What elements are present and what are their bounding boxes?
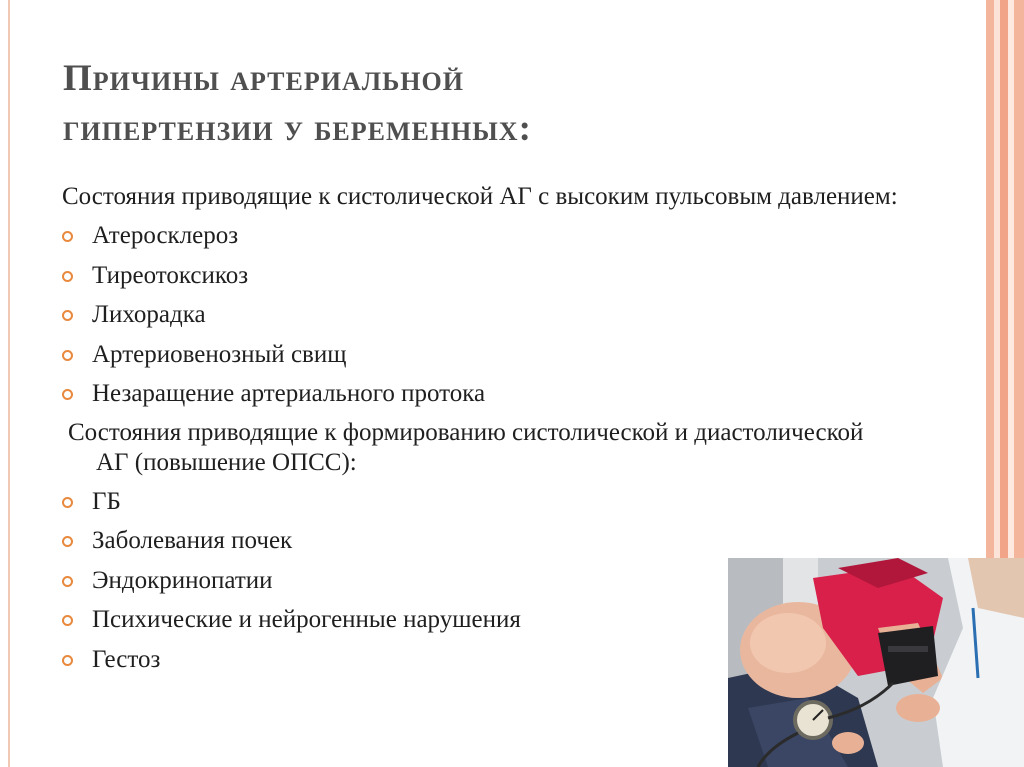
list-item: Заболевания почек: [62, 521, 902, 561]
bullet-circle-icon: [62, 231, 73, 242]
bullet-circle-icon: [62, 536, 73, 547]
bullet-circle-icon: [62, 497, 73, 508]
list-item: Незаращение артериального протока: [62, 374, 902, 414]
list-item: Атеросклероз: [62, 216, 902, 256]
list-item: Психические и нейрогенные нарушения: [62, 600, 902, 640]
bullet-circle-icon: [62, 350, 73, 361]
section1-list: [62, 216, 902, 414]
list-item: Лихорадка: [62, 295, 902, 335]
list-item: Тиреотоксикоз: [62, 256, 902, 296]
pregnant-woman-blood-pressure-photo: [728, 558, 1024, 767]
section1-intro: Состояния приводящие к систолической АГ с высоким пульсовым давлением:: [62, 183, 898, 210]
bullet-circle-icon: [62, 655, 73, 666]
list-item: Эндокринопатии: [62, 561, 902, 601]
list-item: ГБ: [62, 482, 902, 522]
section2-intro: Состояния приводящие к формированию систолической и диастолической АГ (повышение ОПСС):: [68, 418, 864, 476]
list-item: Гестоз: [62, 640, 902, 680]
title-line-2: гипертензии у беременных:: [63, 108, 532, 149]
bullet-circle-icon: [62, 389, 73, 400]
slide-title: [63, 54, 943, 154]
bullet-circle-icon: [62, 615, 73, 626]
bullet-circle-icon: [62, 576, 73, 587]
title-line-1: Причины артериальной: [63, 58, 464, 99]
bullet-circle-icon: [62, 310, 73, 321]
bullet-circle-icon: [62, 271, 73, 282]
list-item: Артериовенозный свищ: [62, 335, 902, 375]
left-accent-bar: [8, 0, 10, 767]
